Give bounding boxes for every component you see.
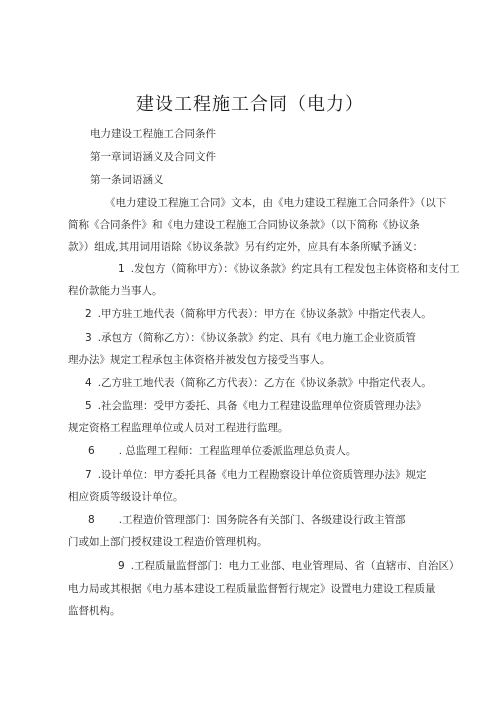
item-text: .承包方（简称乙方）：《协议条款》约定、具有《电力施工企业资质管 xyxy=(97,332,417,344)
heading-conditions: 电力建设工程施工合同条件 xyxy=(90,128,216,140)
heading-article-1: 第一条词语涵义 xyxy=(90,174,164,186)
list-item-line xyxy=(118,262,460,276)
list-item-line: 电力局或其根据《电力基本建设工程质量监督暂行规定》设置电力建设工程质量 xyxy=(68,583,436,595)
heading-chapter-1: 第一章词语涵义及合同文件 xyxy=(90,151,216,163)
list-item-line: 相应资质等级设计单位。 xyxy=(68,491,184,503)
list-item-line xyxy=(118,559,460,573)
item-number: 2 xyxy=(85,308,92,320)
item-number: 7 xyxy=(85,469,92,481)
list-item-line xyxy=(85,376,432,390)
list-item-line xyxy=(85,399,427,413)
list-item-line xyxy=(85,468,427,482)
item-number: 5 xyxy=(85,400,92,412)
intro-line: 款》）组成,其用词用语除《协议条款》另有约定外，应具有本条所赋予涵义： xyxy=(68,241,424,253)
item-text: .发包方（简称甲方）：《协议条款》约定具有工程发包主体资格和支付工 xyxy=(130,263,460,275)
list-item-line: 程价款能力当事人。 xyxy=(68,285,163,297)
item-text: . 总监理工程师：工程监理单位委派监理总负责人。 xyxy=(118,445,357,457)
item-text: .工程造价管理部门：国务院各有关部门、各级建设行政主管部 xyxy=(118,514,406,526)
item-text: .乙方驻工地代表（简称乙方代表）：乙方在《协议条款》中指定代表人。 xyxy=(97,377,432,389)
intro-line: 简称《合同条件》和《电力建设工程施工合同协议条款》（以下简称《协议条 xyxy=(68,219,420,231)
list-item-line: 监督机构。 xyxy=(68,605,121,617)
item-number: 1 xyxy=(118,263,125,275)
list-item-line xyxy=(88,444,356,458)
intro-line: 《电力建设工程施工合同》文本，由《电力建设工程施工合同条件》（以下 xyxy=(105,197,447,209)
list-item-line xyxy=(88,513,406,527)
list-item-line: 理办法》规定工程承包主体资格并被发包方接受当事人。 xyxy=(68,354,331,366)
item-text: .甲方驻工地代表（简称甲方代表）：甲方在《协议条款》中指定代表人。 xyxy=(97,308,432,320)
item-number: 4 xyxy=(85,377,92,389)
item-text: .设计单位：甲方委托具备《电力工程勘察设计单位资质管理办法》规定 xyxy=(97,469,427,481)
list-item-line xyxy=(85,331,416,345)
item-number: 6 xyxy=(88,445,95,457)
item-number: 9 xyxy=(118,560,125,572)
page-title: 建设工程施工合同（电力） xyxy=(136,94,364,115)
list-item-line: 门或如上部门授权建设工程造价管理机构。 xyxy=(68,536,268,548)
list-item-line xyxy=(85,307,432,321)
list-item-line: 规定资格工程监理单位或人员对工程进行监理。 xyxy=(68,422,289,434)
item-text: .工程质量监督部门：电力工业部、电业管理局、省（直辖市、自治区） xyxy=(130,560,460,572)
item-number: 8 xyxy=(88,514,95,526)
item-number: 3 xyxy=(85,332,92,344)
item-text: .社会监理：受甲方委托、具备《电力工程建设监理单位资质管理办法》 xyxy=(97,400,427,412)
